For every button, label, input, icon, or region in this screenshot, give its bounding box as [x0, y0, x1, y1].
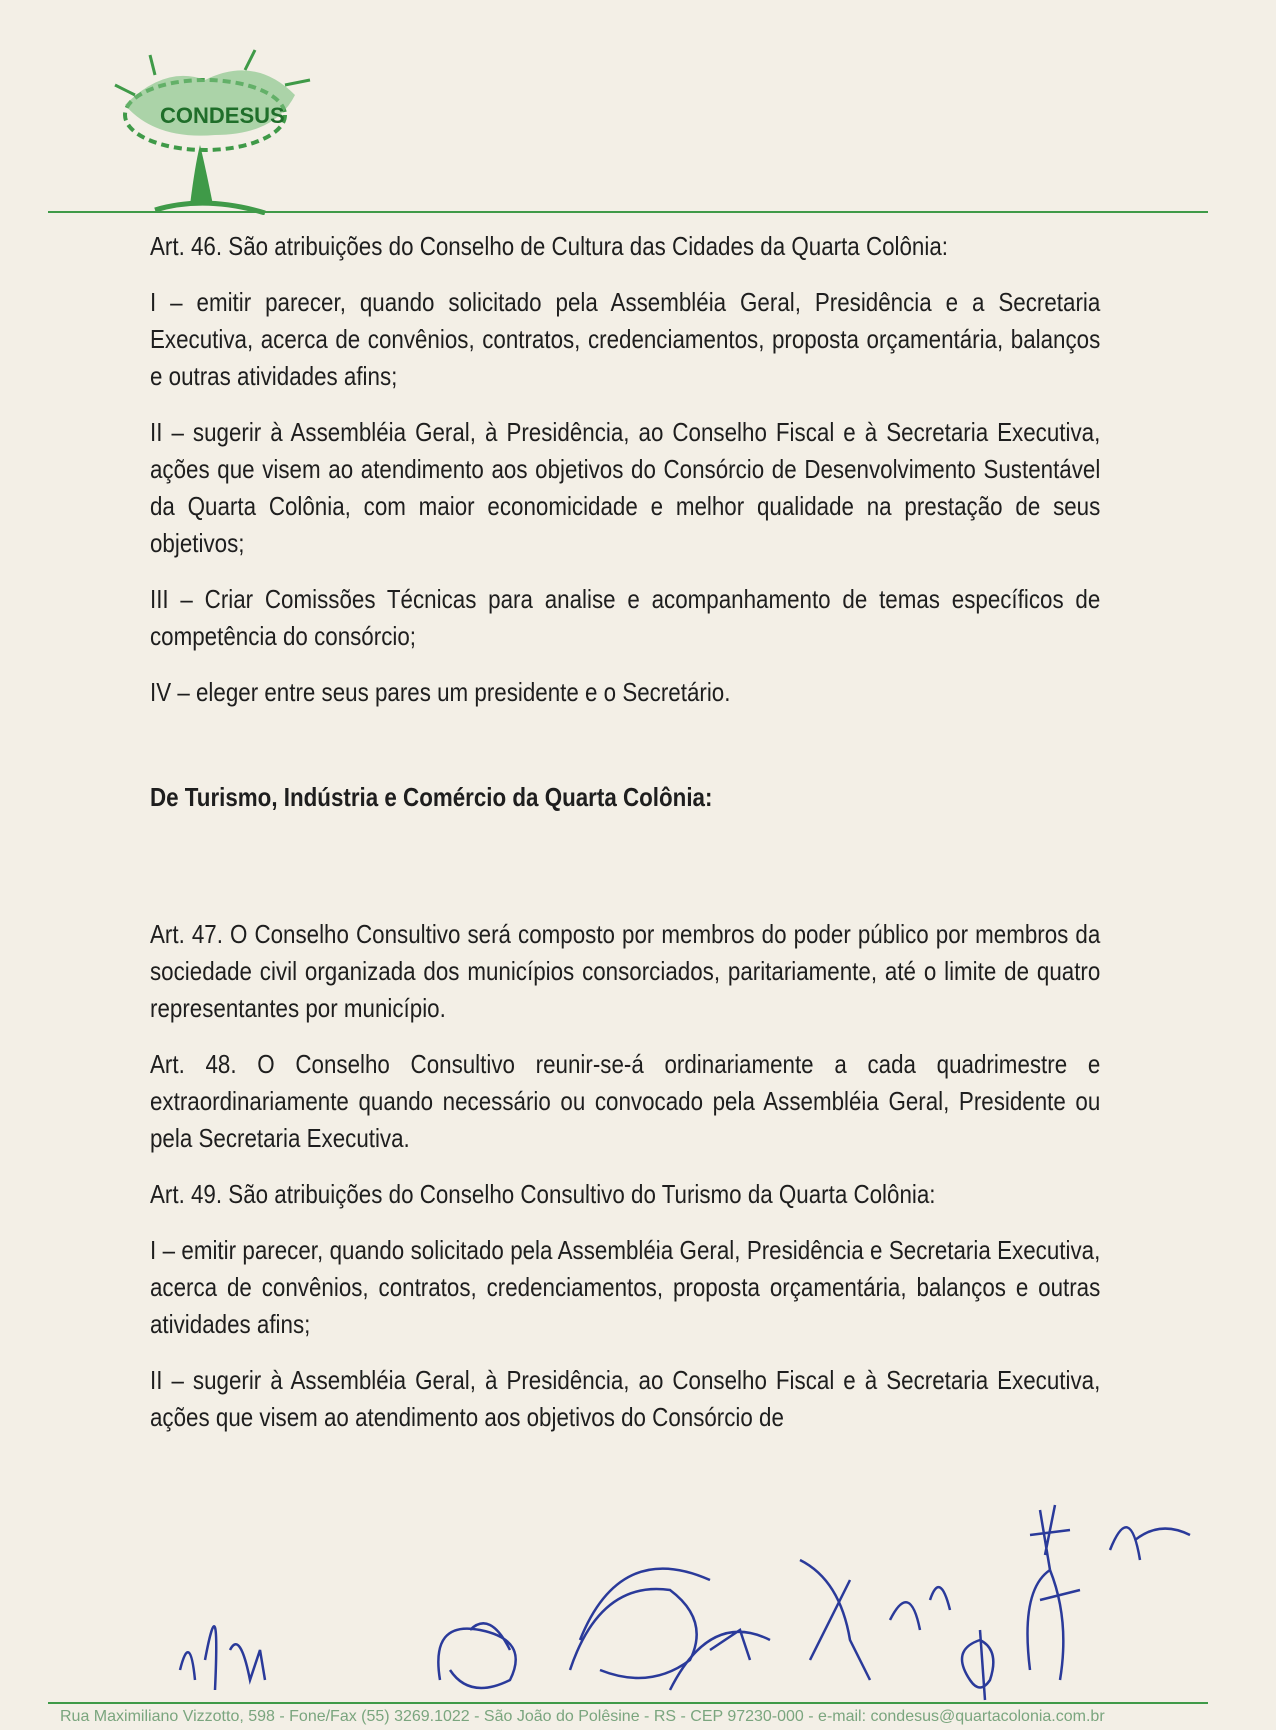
- art49-heading: Art. 49. São atribuições do Conselho Consultivo do Turismo da Quarta Colônia:: [150, 1179, 936, 1209]
- signature-6: [890, 1587, 950, 1630]
- signature-5: [800, 1560, 870, 1680]
- art46-item-3: III – Criar Comissões Técnicas para analise e acompanhamento de temas específicos de competência do consórcio;: [150, 584, 1101, 651]
- signature-7: [962, 1630, 993, 1700]
- art47: Art. 47. O Conselho Consultivo será composto por membros do poder público por membros da sociedade civil organizada dos municípios consorciados, paritariamente, até o limite de quatro representantes por município.: [150, 919, 1101, 1023]
- footer-divider: [48, 1702, 1208, 1704]
- art49-item-2: II – sugerir à Assembléia Geral, à Presidência, ao Conselho Fiscal e à Secretaria Executiva, ações que visem ao atendimento aos objetivos do Consórcio de: [150, 1365, 1101, 1432]
- header-divider: [48, 211, 1208, 213]
- footer-address: Rua Maximiliano Vizzotto, 598 - Fone/Fax (55) 3269.1022 - São João do Polêsine - RS - CEP 97230-000 - e-mail: condesus@quartacolonia.com.br: [60, 1708, 1105, 1725]
- art46-item-4: IV – eleger entre seus pares um presidente e o Secretário.: [150, 677, 731, 707]
- document-body: [150, 228, 1100, 1455]
- signature-4: [670, 1630, 770, 1690]
- signature-1: [180, 1626, 265, 1690]
- art46-item-1: I – emitir parecer, quando solicitado pela Assembléia Geral, Presidência e a Secretaria Executiva, acerca de convênios, contratos, credenciamentos, proposta orçamentária, balanços e outras atividades afins;: [150, 287, 1101, 391]
- signatures: [150, 1480, 1210, 1710]
- signature-9: [1110, 1527, 1190, 1560]
- art46-heading: Art. 46. São atribuições do Conselho de Cultura das Cidades da Quarta Colônia:: [150, 231, 948, 261]
- art48: Art. 48. O Conselho Consultivo reunir-se-á ordinariamente a cada quadrimestre e extraordinariamente quando necessário ou convocado pela Assembléia Geral, Presidente ou pela Secretaria Executiva.: [150, 1049, 1101, 1153]
- art46-item-2: II – sugerir à Assembléia Geral, à Presidência, ao Conselho Fiscal e à Secretaria Executiva, ações que visem ao atendimento aos objetivos do Consórcio de Desenvolvimento Sustentável da Quarta Colônia, com maior economicidade e melhor qualidade na prestação de seus objetivos;: [150, 417, 1101, 558]
- section-title: De Turismo, Indústria e Comércio da Quarta Colônia:: [150, 782, 713, 812]
- svg-text:CONDESUS: CONDESUS: [160, 103, 285, 128]
- signature-10: [1030, 1505, 1070, 1570]
- signature-2: [438, 1623, 515, 1688]
- signature-8: [1028, 1570, 1081, 1680]
- tree-logo-icon: [95, 45, 325, 215]
- art49-item-1: I – emitir parecer, quando solicitado pela Assembléia Geral, Presidência e Secretaria Executiva, acerca de convênios, contratos, credenciamentos, proposta orçamentária, balanços e outras atividades afins;: [150, 1235, 1101, 1339]
